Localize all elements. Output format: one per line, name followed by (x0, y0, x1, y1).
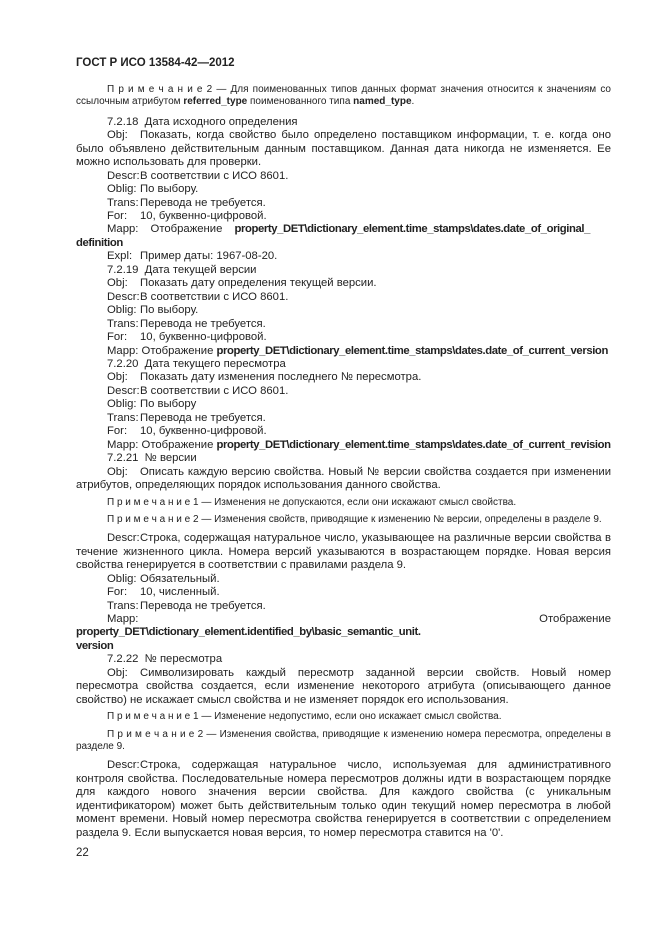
field-label: Obj: (107, 277, 128, 290)
field-descr (76, 385, 611, 398)
mapping-path-continuation: definition (76, 236, 123, 249)
field-value: По выбору (140, 398, 197, 411)
note-text: П р и м е ч а н и е 2 — Для поименованных типов данных формат значения относится к значениям со ссылочным атрибутом (76, 84, 611, 108)
section-heading-7-2-22: 7.2.22 № пересмотра (107, 653, 223, 666)
mapping-path: property_DET\dictionary_element.time_stamps\dates.date_of_current_version (216, 344, 608, 357)
section-heading-7-2-20: 7.2.20 Дата текущего пересмотра (107, 357, 286, 370)
field-value: Показать дату изменения последнего № пересмотра. (140, 371, 422, 384)
field-for (76, 586, 611, 599)
field-value: По выбору. (140, 183, 199, 196)
field-for (76, 425, 611, 438)
note-paragraph: П р и м е ч а н и е 2 — Изменения свойств, приводящие к изменению № версии, определены в разделе 9. (107, 513, 602, 525)
field-label: Obj: (107, 129, 128, 142)
field-value: Отображение (150, 223, 223, 236)
field-label: Oblig: (107, 304, 137, 317)
note-text: поименованного типа (247, 96, 354, 108)
field-value: Символизировать каждый пересмотр заданной версии свойств. Новый номер пересмотра свойства создается, если изменение некоторого атрибута (описывающего данное свойство) не искажает смысл свойства и не изменяет порядок его использования. (76, 666, 611, 706)
mapping-path: property_DET\dictionary_element.time_stamps\dates.date_of_original_ (234, 223, 591, 236)
note-text: . (411, 96, 415, 108)
field-value: Показать дату определения текущей версии. (140, 277, 377, 290)
field-value: Описать каждую версию свойства. Новый № версии свойства создается при изменении атрибутов, определяющих порядок использования данного свойства. (76, 465, 611, 492)
field-value: Строка, содержащая натуральное число, указывающее на различные версии свойства в течение жизненного цикла. Номера версий указываются в возрастающем порядке. Новая версия свойства генерируется в соответствии с правилами раздела 9. (76, 532, 611, 572)
field-value: Перевода не требуется. (140, 196, 266, 209)
field-value: 10, численный. (140, 586, 220, 599)
field-value: Пример даты: 1967-08-20. (140, 250, 278, 263)
field-label: Mapp: Отображение (107, 438, 217, 451)
field-obj (76, 129, 611, 169)
field-value: Отображение (539, 613, 611, 626)
field-label: Oblig: (107, 183, 137, 196)
section-heading-7-2-18: 7.2.18 Дата исходного определения (107, 115, 298, 128)
field-descr (76, 291, 611, 304)
field-obj (76, 466, 611, 493)
field-descr (76, 170, 611, 183)
field-for (76, 210, 611, 223)
mapping-path: property_DET\dictionary_element.identified_by\basic_semantic_unit. (76, 626, 421, 639)
field-label: Obj: (107, 371, 128, 384)
field-value: Показать, когда свойство было определено поставщиком информации, т. е. когда оно было объявлено действительным данным поставщиком. Данная дата никогда не изменяется. Ее можно использовать для проверки. (76, 129, 611, 169)
field-value: Перевода не требуется. (140, 599, 266, 612)
field-label: Descr: (107, 169, 140, 182)
field-obj (76, 277, 611, 290)
field-mapp (76, 345, 611, 358)
field-label: For: (107, 586, 128, 599)
standard-designation: ГОСТ Р ИСО 13584-42—2012 (76, 57, 235, 69)
field-label: Obj: (107, 465, 128, 478)
section-heading-7-2-21: 7.2.21 № версии (107, 452, 197, 465)
field-oblig (76, 304, 611, 317)
mapping-path-continuation: version (76, 639, 114, 652)
attribute-name-referred-type: referred_type (183, 96, 248, 108)
field-label: Trans: (107, 317, 139, 330)
field-label: For: (107, 425, 128, 438)
field-value: В соответствии с ИСО 8601. (140, 169, 289, 182)
page-number: 22 (76, 847, 89, 860)
field-descr (76, 532, 611, 572)
field-label: Descr: (107, 290, 140, 303)
field-descr (76, 759, 611, 840)
field-value: Строка, содержащая натуральное число, используемая для административного контроля свойства. Последовательные номера пересмотров должны идти в возрастающем порядке для каждого нового значения версии свойства. Для каждого свойства (с уникальным идентификатором) может быть действительным только один текущий номер пересмотра в любой момент времени. Новый номер пересмотра свойства генерируется в соответствии с определением раздела 9. Если выпускается новая версия, то номер пересмотра ставится на '0'. (76, 759, 611, 839)
field-label: Expl: (107, 250, 133, 263)
field-value: Перевода не требуется. (140, 317, 266, 330)
field-value: 10, буквенно-цифровой. (140, 209, 267, 222)
field-value: 10, буквенно-цифровой. (140, 425, 267, 438)
field-label: Trans: (107, 599, 139, 612)
field-oblig (76, 573, 611, 586)
field-value: Обязательный. (140, 572, 220, 585)
field-label: Oblig: (107, 572, 137, 585)
field-obj (76, 667, 611, 707)
field-label: Oblig: (107, 398, 137, 411)
field-expl (76, 250, 611, 263)
field-trans (76, 197, 611, 210)
field-value: В соответствии с ИСО 8601. (140, 384, 289, 397)
note-paragraph: П р и м е ч а н и е 1 — Изменения не допускаются, если они искажают смысл свойства. (107, 496, 517, 508)
field-trans (76, 600, 611, 613)
note-paragraph (76, 84, 611, 109)
note-paragraph: П р и м е ч а н и е 2 — Изменения свойства, приводящие к изменению номера пересмотра, определены в разделе 9. (76, 728, 611, 753)
field-label: Descr: (107, 532, 140, 545)
field-trans (76, 412, 611, 425)
field-label: Descr: (107, 384, 140, 397)
field-label: Trans: (107, 411, 139, 424)
field-label: Trans: (107, 196, 139, 209)
field-trans (76, 318, 611, 331)
field-label: Mapp: (107, 613, 139, 626)
field-mapp (76, 439, 611, 452)
field-oblig (76, 398, 611, 411)
field-label: Mapp: (107, 223, 139, 236)
note-paragraph: П р и м е ч а н и е 1 — Изменение недопустимо, если оно искажает смысл свойства. (107, 711, 502, 723)
field-label: Mapp: Отображение (107, 344, 217, 357)
field-label: Descr: (107, 759, 140, 772)
field-label: For: (107, 331, 128, 344)
mapping-path: property_DET\dictionary_element.time_stamps\dates.date_of_current_revision (216, 438, 611, 451)
field-value: По выбору. (140, 304, 199, 317)
field-value: В соответствии с ИСО 8601. (140, 290, 289, 303)
section-heading-7-2-19: 7.2.19 Дата текущей версии (107, 263, 257, 276)
field-value: 10, буквенно-цифровой. (140, 331, 267, 344)
field-label: Obj: (107, 666, 128, 679)
field-for (76, 331, 611, 344)
field-mapp (76, 613, 611, 653)
field-value: Перевода не требуется. (140, 411, 266, 424)
field-label: For: (107, 209, 128, 222)
field-oblig (76, 183, 611, 196)
attribute-name-named-type: named_type (353, 96, 412, 108)
field-mapp (76, 223, 611, 250)
field-obj (76, 371, 611, 384)
